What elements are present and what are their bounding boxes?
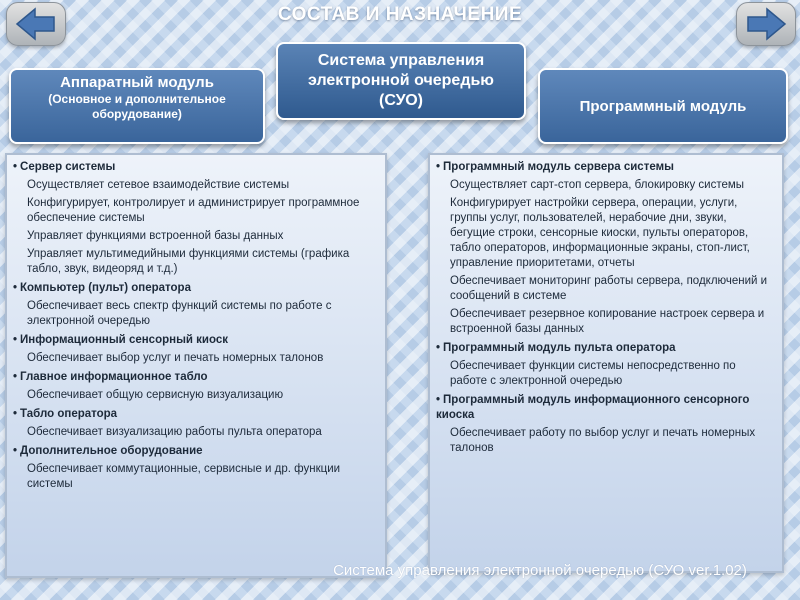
list-item-title (436, 160, 774, 175)
bullet-marker: • (13, 282, 18, 294)
suo-system-label: Система управления электронной очередью (СУО) (308, 52, 494, 109)
software-items-panel (428, 153, 784, 573)
hardware-module-box (9, 68, 265, 144)
list-item-description: Конфигурирует настройки сервера, операции, услуги, группы услуг, пользователей, нерабочие дни, звуки, бегущие строки, сенсорные киоски, пульты операторов, табло операторов, информационные экраны, стоп-лист, управление приоритетами, отчеты (450, 197, 750, 269)
list-item-description: Обеспечивает резервное копирование настроек сервера и встроенной базы данных (450, 308, 765, 335)
bullet-marker: • (436, 161, 441, 173)
list-item-description: Обеспечивает весь спектр функций системы по работе с электронной очередью (27, 300, 332, 327)
suo-system-box (276, 42, 526, 120)
list-item-title (13, 160, 377, 175)
software-module-box (538, 68, 788, 144)
list-item-description: Обеспечивает коммутационные, сервисные и др. функции системы (27, 463, 341, 490)
list-item-description: Осуществляет сарт-стоп сервера, блокировку системы (450, 179, 745, 191)
list-item-title (436, 341, 774, 356)
bullet-marker: • (436, 342, 441, 354)
list-item-description: Обеспечивает общую сервисную визуализацию (27, 389, 284, 401)
hardware-items-panel (5, 153, 387, 578)
list-item-title (13, 444, 377, 459)
bullet-marker: • (436, 394, 441, 406)
list-item-description: Осуществляет сетевое взаимодействие системы (27, 179, 290, 191)
list-item-title (13, 281, 377, 296)
footer-caption: Система управления электронной очередью (СУО ver.1.02) (333, 562, 747, 579)
list-item-description: Обеспечивает работу по выбор услуг и печать номерных талонов (450, 427, 756, 454)
bullet-marker: • (13, 408, 18, 420)
list-item-title (13, 407, 377, 422)
software-module-title: Программный модуль (579, 97, 747, 115)
list-item-description: Обеспечивает выбор услуг и печать номерных талонов (27, 352, 324, 364)
list-item-title-text: Дополнительное оборудование (20, 445, 203, 457)
slide-title: СОСТАВ И НАЗНАЧЕНИЕ (277, 4, 523, 25)
list-item-title-text: Главное информационное табло (20, 371, 208, 383)
list-item-title (13, 333, 377, 348)
bullet-marker: • (13, 445, 18, 457)
hardware-module-title: Аппаратный модуль (60, 74, 214, 91)
list-item-description: Конфигурирует, контролирует и администрирует программное обеспечение системы (27, 197, 360, 224)
bullet-marker: • (13, 334, 18, 346)
bullet-marker: • (13, 161, 18, 173)
list-item-description: Управляет функциями встроенной базы данных (27, 230, 284, 242)
list-item-title (13, 370, 377, 385)
hardware-module-subtitle: (Основное и дополнительное оборудование) (48, 92, 226, 121)
list-item-title-text: Табло оператора (20, 408, 118, 420)
list-item-title-text: Программный модуль пульта оператора (443, 342, 676, 354)
list-item-description: Обеспечивает функции системы непосредственно по работе с электронной очередью (450, 360, 736, 387)
list-item-title-text: Информационный сенсорный киоск (20, 334, 229, 346)
list-item-title (436, 393, 774, 423)
bullet-marker: • (13, 371, 18, 383)
list-item-title-text: Программный модуль информационного сенсорного киоска (436, 394, 750, 421)
list-item-description: Обеспечивает мониторинг работы сервера, подключений и сообщений в системе (450, 275, 768, 302)
list-item-title-text: Программный модуль сервера системы (443, 161, 674, 173)
list-item-title-text: Сервер системы (20, 161, 116, 173)
list-item-title-text: Компьютер (пульт) оператора (20, 282, 191, 294)
list-item-description: Управляет мультимедийными функциями системы (графика табло, звук, видеоряд и т.д.) (27, 248, 350, 275)
list-item-description: Обеспечивает визуализацию работы пульта оператора (27, 426, 322, 438)
